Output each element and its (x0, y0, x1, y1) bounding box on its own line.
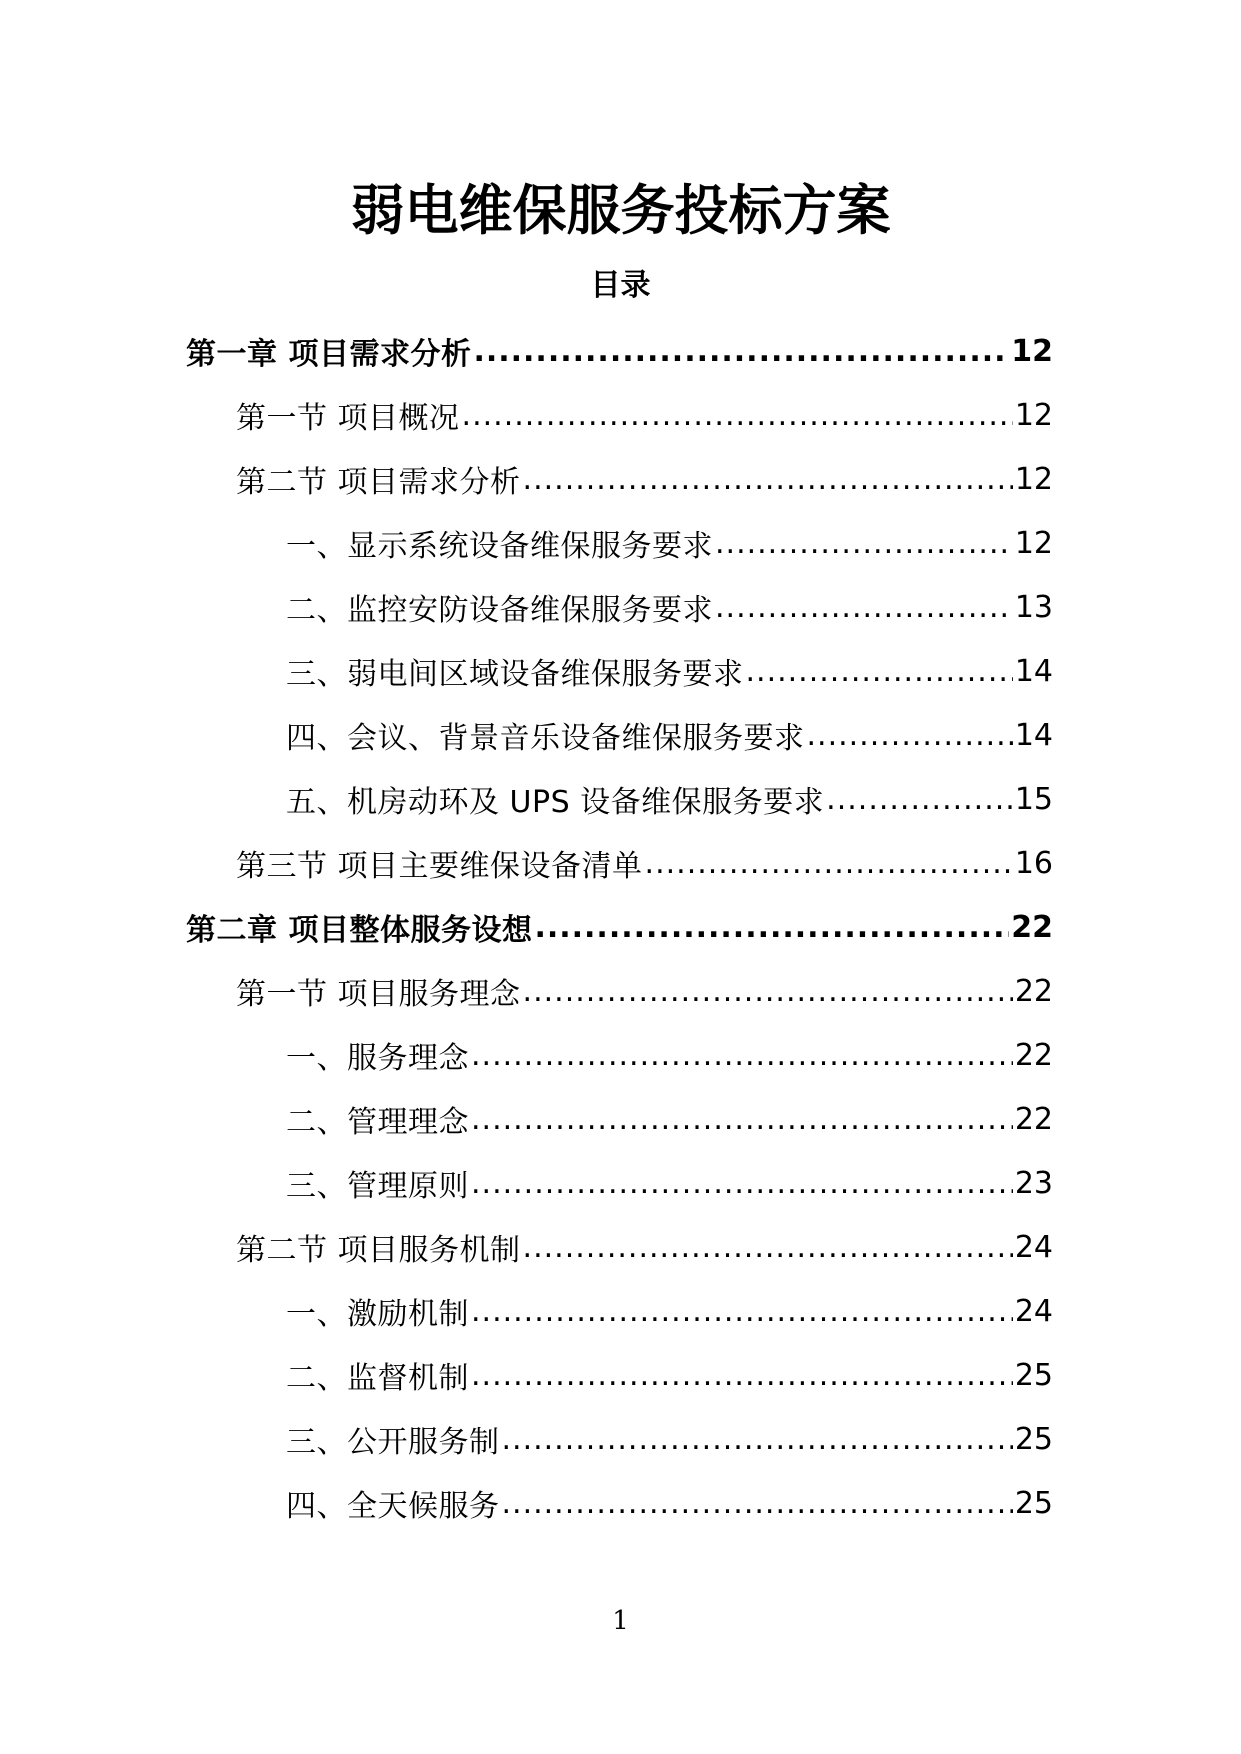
toc-dot-leader (826, 782, 1013, 817)
toc-entry-title: 三、公开服务制 (286, 1425, 500, 1460)
toc-entry-page: 12 (1014, 461, 1053, 497)
toc-entry[interactable] (286, 575, 1053, 639)
toc-entry[interactable] (236, 383, 1053, 447)
toc-entry-title: 二、管理理念 (286, 1105, 469, 1140)
toc-entry[interactable] (236, 959, 1053, 1023)
toc-entry-page: 25 (1014, 1421, 1053, 1457)
toc-entry[interactable] (286, 1023, 1053, 1087)
toc-entry-page: 24 (1014, 1293, 1053, 1329)
page-number: 1 (612, 1606, 629, 1636)
toc-entry-title: 一、显示系统设备维保服务要求 (286, 529, 713, 564)
toc-entry[interactable] (286, 1471, 1053, 1535)
toc-entry-page: 15 (1014, 781, 1053, 817)
toc-dot-leader (471, 1102, 1013, 1137)
toc-dot-leader (471, 1166, 1013, 1201)
toc-entry-title: 第一章 项目需求分析 (186, 337, 472, 372)
toc-dot-leader (471, 1038, 1013, 1073)
toc-entry[interactable] (236, 1215, 1053, 1279)
toc-entry[interactable] (286, 511, 1053, 575)
toc-entry[interactable] (286, 1151, 1053, 1215)
toc-entry[interactable] (286, 1279, 1053, 1343)
toc-entry-page: 23 (1014, 1165, 1053, 1201)
toc-entry-title: 四、全天候服务 (286, 1489, 500, 1524)
toc-entry-page: 25 (1014, 1485, 1053, 1521)
toc-entry[interactable] (286, 1407, 1053, 1471)
toc-entry[interactable] (286, 639, 1053, 703)
toc-entry-title: 第二节 项目服务机制 (236, 1233, 521, 1268)
toc-entry-page: 14 (1014, 653, 1053, 689)
toc-heading: 目录 (590, 268, 651, 303)
toc-dot-leader (534, 910, 1009, 945)
toc-dot-leader (523, 1230, 1013, 1265)
toc-entry[interactable] (286, 767, 1053, 831)
toc-dot-leader (715, 526, 1013, 561)
toc-entry-title: 第三节 项目主要维保设备清单 (236, 849, 643, 884)
toc-entry-title: 一、激励机制 (286, 1297, 469, 1332)
toc-entry-page: 25 (1014, 1357, 1053, 1393)
toc-entry-page: 22 (1014, 1101, 1053, 1137)
toc-entry-title: 第二章 项目整体服务设想 (186, 913, 533, 948)
toc-entry-page: 16 (1014, 845, 1053, 881)
toc-entry-page: 12 (1014, 397, 1053, 433)
toc-entry-page: 22 (1014, 973, 1053, 1009)
toc-entry-page: 12 (1011, 333, 1053, 369)
toc-entry-page: 13 (1014, 589, 1053, 625)
toc-dot-leader (523, 462, 1013, 497)
toc-entry-title: 第二节 项目需求分析 (236, 465, 521, 500)
toc-entry[interactable] (186, 895, 1053, 959)
toc-entry-title: 三、弱电间区域设备维保服务要求 (286, 657, 744, 692)
toc-entry[interactable] (236, 447, 1053, 511)
toc-dot-leader (471, 1294, 1013, 1329)
toc-dot-leader (473, 334, 1009, 369)
toc-entry-page: 22 (1014, 1037, 1053, 1073)
toc-entry[interactable] (286, 703, 1053, 767)
toc-entry-title: 第一节 项目概况 (236, 401, 460, 436)
toc-dot-leader (807, 718, 1013, 753)
toc-dot-leader (502, 1422, 1013, 1457)
toc-entry-title: 一、服务理念 (286, 1041, 469, 1076)
toc-entry-page: 12 (1014, 525, 1053, 561)
toc-entry[interactable] (286, 1343, 1053, 1407)
toc-dot-leader (523, 974, 1013, 1009)
document-title: 弱电维保服务投标方案 (350, 179, 891, 242)
toc-entry-page: 24 (1014, 1229, 1053, 1265)
toc-entry-title: 三、管理原则 (286, 1169, 469, 1204)
toc-dot-leader (715, 590, 1013, 625)
toc-entry-page: 22 (1011, 909, 1053, 945)
toc-dot-leader (746, 654, 1013, 689)
toc-dot-leader (471, 1358, 1013, 1393)
toc-entry-title: 二、监控安防设备维保服务要求 (286, 593, 713, 628)
toc-entry[interactable] (186, 319, 1053, 383)
toc-dot-leader (462, 398, 1013, 433)
toc-entry-title: 第一节 项目服务理念 (236, 977, 521, 1012)
toc-entry-title: 五、机房动环及 UPS 设备维保服务要求 (286, 785, 825, 820)
toc-entry-title: 二、监督机制 (286, 1361, 469, 1396)
toc-dot-leader (502, 1486, 1013, 1521)
toc-dot-leader (645, 846, 1013, 881)
toc-entry[interactable] (236, 831, 1053, 895)
toc-entry-title: 四、会议、背景音乐设备维保服务要求 (286, 721, 805, 756)
toc-entry[interactable] (286, 1087, 1053, 1151)
toc-entry-page: 14 (1014, 717, 1053, 753)
